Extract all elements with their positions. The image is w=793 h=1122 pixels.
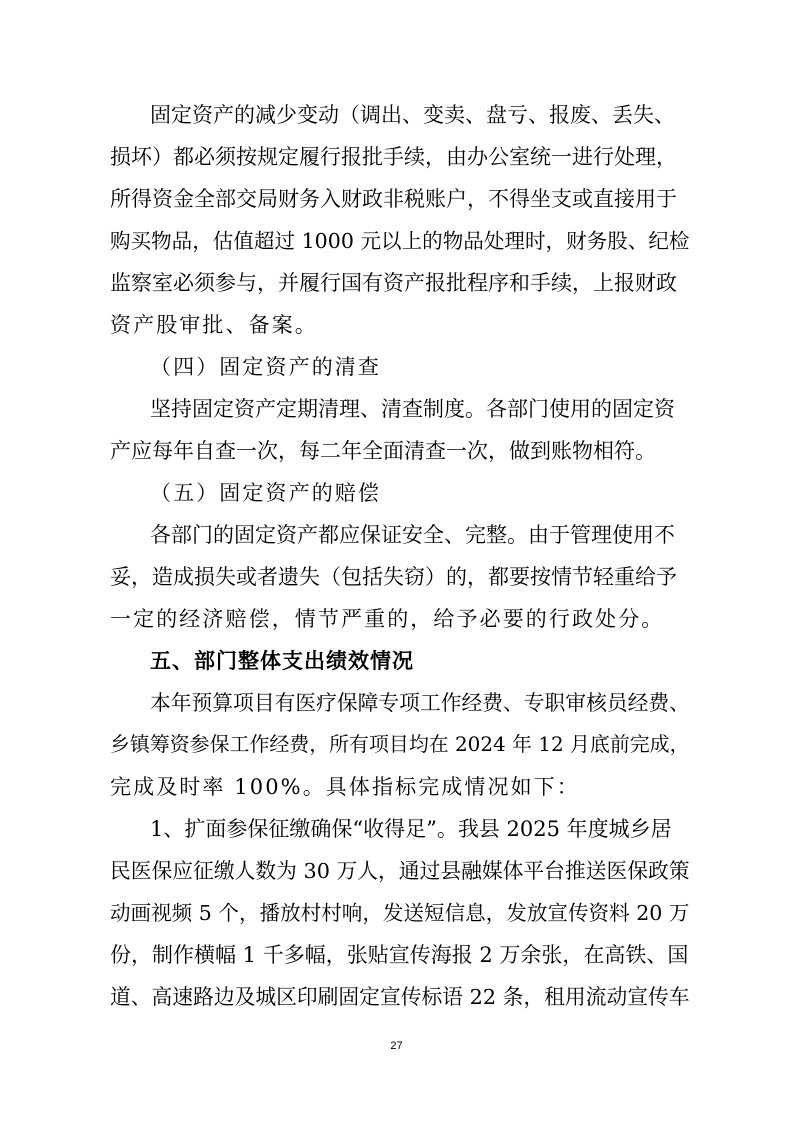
body-text-line: 1、扩面参保征缴确保“收得足”。我县 2025 年度城乡居: [150, 817, 672, 841]
section-subheading: （四）固定资产的清查: [150, 355, 381, 379]
section-subheading: （五）固定资产的赔偿: [150, 481, 381, 505]
body-text-line: 妥，造成损失或者遗失（包括失窃）的，都要按情节轻重给予: [110, 565, 677, 589]
body-text-line: 固定资产的减少变动（调出、变卖、盘亏、报废、丢失、: [150, 103, 675, 127]
body-text-line: 民医保应征缴人数为 30 万人，通过县融媒体平台推送医保政策: [110, 859, 690, 883]
body-text-line: 购买物品，估值超过 1000 元以上的物品处理时，财务股、纪检: [110, 229, 690, 253]
body-text-line: 一定的经济赔偿，情节严重的，给予必要的行政处分。: [110, 607, 665, 631]
body-text-line: 乡镇筹资参保工作经费，所有项目均在 2024 年 12 月底前完成，: [110, 733, 690, 756]
section-heading: 五、部门整体支出绩效情况: [150, 649, 414, 673]
body-text-line: 资产股审批、备案。: [110, 313, 318, 337]
body-text-line: 本年预算项目有医疗保障专项工作经费、专职审核员经费、: [150, 691, 690, 715]
body-text-line: 动画视频 5 个，播放村村响，发送短信息，发放宣传资料 20 万: [110, 901, 690, 925]
body-text-line: 完成及时率 100%。具体指标完成情况如下：: [110, 775, 580, 799]
body-text-line: 监察室必须参与，并履行国有资产报批程序和手续，上报财政: [110, 271, 677, 295]
body-text-line: 各部门的固定资产都应保证安全、完整。由于管理使用不: [150, 523, 675, 547]
body-text-line: 产应每年自查一次，每二年全面清查一次，做到账物相符。: [110, 439, 656, 463]
body-text-line: 损坏）都必须按规定履行报批手续，由办公室统一进行处理，: [110, 145, 677, 169]
body-text-line: 坚持固定资产定期清理、清查制度。各部门使用的固定资: [150, 397, 675, 421]
body-text-line: 份，制作横幅 1 千多幅，张贴宣传海报 2 万余张，在高铁、国: [110, 943, 689, 967]
body-text-line: 道、高速路边及城区印刷固定宣传标语 22 条，租用流动宣传车: [110, 985, 690, 1009]
page-number: 27: [390, 1040, 403, 1052]
body-text-line: 所得资金全部交局财务入财政非税账户，不得坐支或直接用于: [110, 187, 677, 211]
